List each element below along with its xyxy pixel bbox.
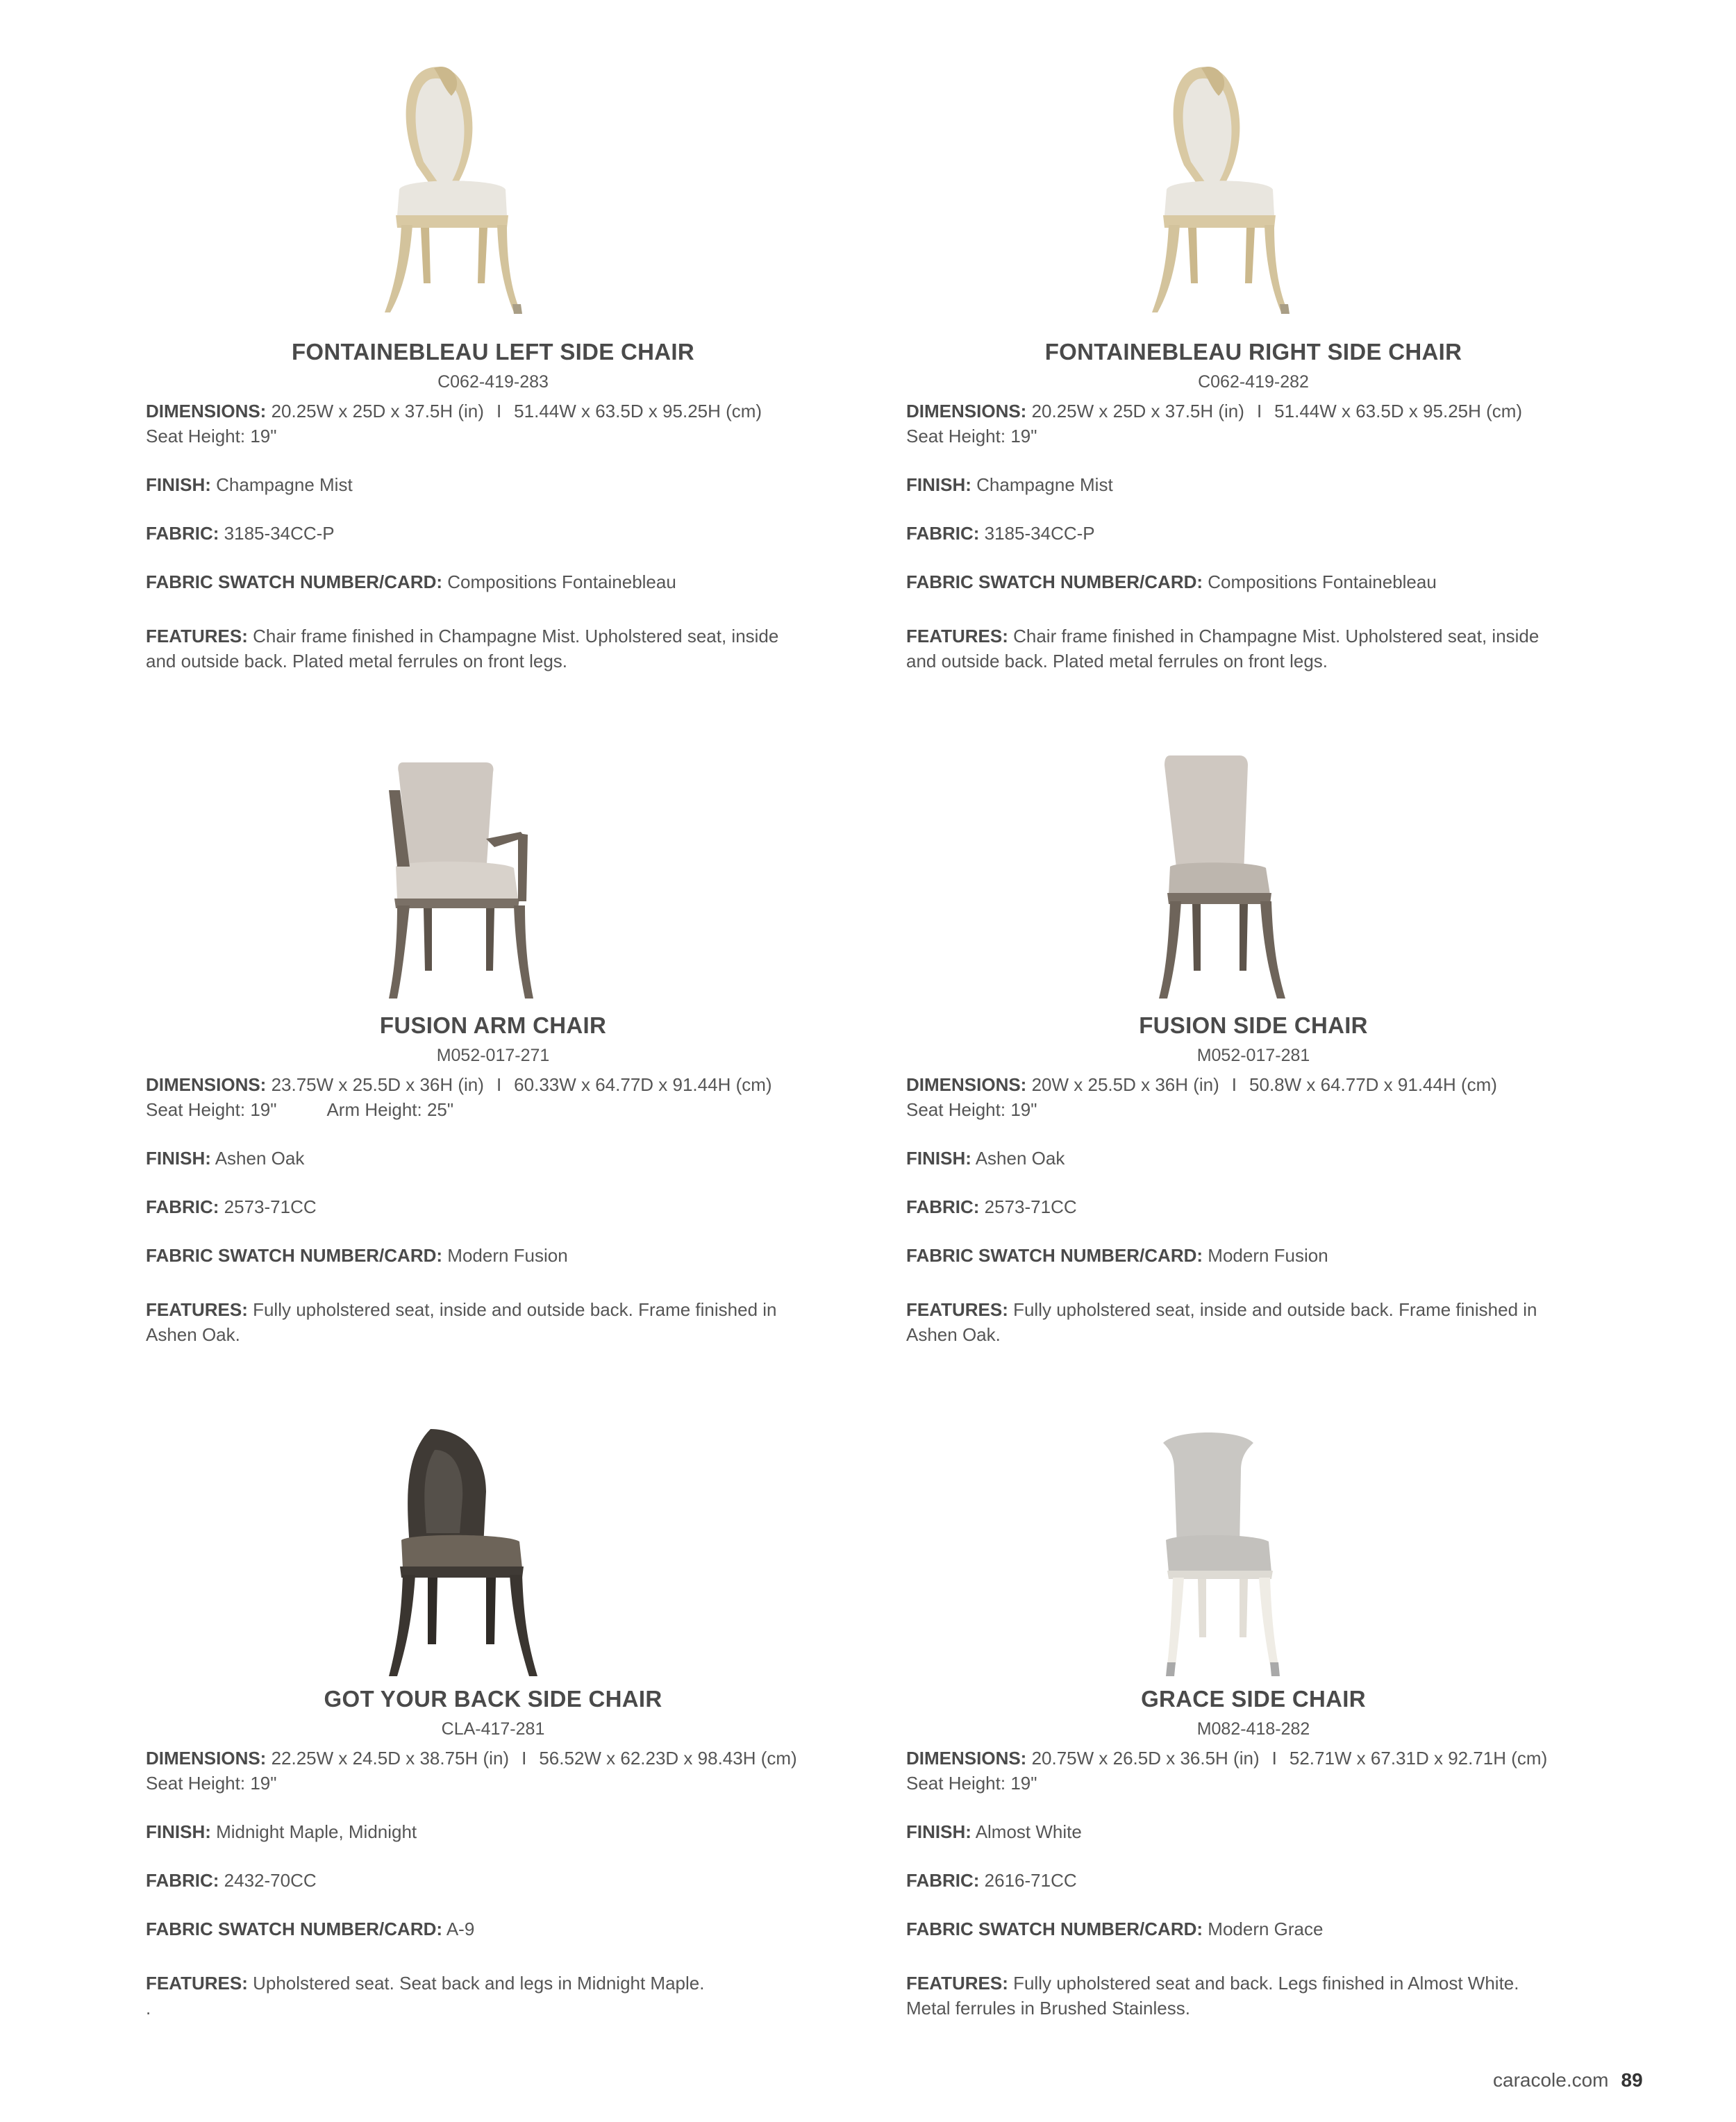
finish-label: FINISH:: [906, 474, 971, 495]
features-line-1: Chair frame finished in Champagne Mist. Upholstered seat, inside: [1013, 626, 1539, 646]
product-specs: [906, 1746, 1601, 2021]
seat-height: Seat Height: 19": [146, 1773, 277, 1794]
fabric-value: 2573-71CC: [224, 1196, 317, 1217]
finish-value: Almost White: [975, 1821, 1082, 1842]
dimensions-label: DIMENSIONS:: [146, 1748, 267, 1769]
dimensions-cm: 60.33W x 64.77D x 91.44H (cm): [514, 1074, 772, 1095]
fabric-label: FABRIC:: [906, 523, 980, 544]
product-name: GRACE SIDE CHAIR: [1141, 1686, 1366, 1712]
dimensions-separator: I: [521, 1748, 527, 1769]
product-photo: [146, 1408, 840, 1686]
swatch-value: A-9: [446, 1919, 475, 1939]
features-line-2: Ashen Oak.: [906, 1324, 1001, 1345]
product-sku: C062-419-282: [1198, 372, 1309, 392]
finish-value: Midnight Maple, Midnight: [216, 1821, 417, 1842]
seat-height: Seat Height: 19": [146, 1099, 277, 1120]
product-photo: [906, 1408, 1601, 1686]
features-label: FEATURES:: [906, 626, 1008, 646]
seat-height: Seat Height: 19": [906, 426, 1037, 446]
shield-back-side-chair-illustration: [146, 61, 840, 339]
features-label: FEATURES:: [906, 1299, 1008, 1320]
swatch-label: FABRIC SWATCH NUMBER/CARD:: [146, 571, 443, 592]
page-number: 89: [1621, 2069, 1643, 2091]
fabric-value: 3185-34CC-P: [984, 523, 1095, 544]
features-line-2: and outside back. Plated metal ferrules on front legs.: [906, 651, 1328, 671]
seat-height: Seat Height: 19": [906, 1099, 1037, 1120]
swatch-label: FABRIC SWATCH NUMBER/CARD:: [906, 1919, 1203, 1939]
page-footer: [1493, 2069, 1643, 2091]
dimensions-cm: 51.44W x 63.5D x 95.25H (cm): [1274, 401, 1523, 421]
product-specs: [906, 399, 1601, 674]
product-specs: [146, 399, 840, 674]
swatch-label: FABRIC SWATCH NUMBER/CARD:: [906, 571, 1203, 592]
swatch-value: Modern Fusion: [1208, 1245, 1328, 1266]
features-line-1: Chair frame finished in Champagne Mist. Upholstered seat, inside: [253, 626, 779, 646]
finish-value: Ashen Oak: [975, 1148, 1065, 1169]
finish-label: FINISH:: [906, 1821, 971, 1842]
finish-value: Champagne Mist: [216, 474, 353, 495]
fabric-label: FABRIC:: [146, 1870, 219, 1891]
features-line-2: Metal ferrules in Brushed Stainless.: [906, 1998, 1190, 2019]
dimensions-separator: I: [496, 401, 502, 421]
swatch-value: Compositions Fontainebleau: [447, 571, 676, 592]
finish-label: FINISH:: [146, 1148, 211, 1169]
features-line-1: Fully upholstered seat, inside and outside back. Frame finished in: [1013, 1299, 1537, 1320]
shield-back-side-chair-illustration: [906, 61, 1601, 339]
finish-label: FINISH:: [906, 1148, 971, 1169]
dimensions-cm: 52.71W x 67.31D x 92.71H (cm): [1289, 1748, 1548, 1769]
finish-value: Ashen Oak: [215, 1148, 305, 1169]
dimensions-separator: I: [496, 1074, 502, 1095]
finish-value: Champagne Mist: [976, 474, 1113, 495]
dimensions-in: 20.25W x 25D x 37.5H (in): [1031, 401, 1244, 421]
fabric-label: FABRIC:: [906, 1196, 980, 1217]
dimensions-in: 20W x 25.5D x 36H (in): [1031, 1074, 1219, 1095]
product-sku: M082-418-282: [1196, 1719, 1310, 1739]
swatch-value: Modern Grace: [1208, 1919, 1324, 1939]
finish-label: FINISH:: [146, 474, 211, 495]
features-line-1: Fully upholstered seat and back. Legs finished in Almost White.: [1013, 1973, 1519, 1994]
product-name: FONTAINEBLEAU RIGHT SIDE CHAIR: [1044, 339, 1462, 365]
product-photo: [146, 735, 840, 1012]
dimensions-label: DIMENSIONS:: [146, 1074, 267, 1095]
dimensions-cm: 51.44W x 63.5D x 95.25H (cm): [514, 401, 762, 421]
fabric-label: FABRIC:: [146, 523, 219, 544]
swatch-value: Compositions Fontainebleau: [1208, 571, 1437, 592]
swatch-value: Modern Fusion: [447, 1245, 568, 1266]
swatch-label: FABRIC SWATCH NUMBER/CARD:: [906, 1245, 1203, 1266]
features-label: FEATURES:: [146, 626, 248, 646]
fabric-value: 2573-71CC: [984, 1196, 1077, 1217]
fabric-label: FABRIC:: [146, 1196, 219, 1217]
features-label: FEATURES:: [906, 1973, 1008, 1994]
features-label: FEATURES:: [146, 1973, 248, 1994]
dimensions-label: DIMENSIONS:: [146, 401, 267, 421]
open-back-side-chair-illustration: [146, 1408, 840, 1686]
dimensions-in: 23.75W x 25.5D x 36H (in): [271, 1074, 484, 1095]
curved-back-side-chair-illustration: [906, 1408, 1601, 1686]
product-sku: M052-017-271: [436, 1046, 550, 1065]
product-name: FONTAINEBLEAU LEFT SIDE CHAIR: [291, 339, 695, 365]
dimensions-in: 20.75W x 26.5D x 36.5H (in): [1031, 1748, 1260, 1769]
features-line-2: .: [146, 1998, 151, 2019]
dimensions-separator: I: [1271, 1748, 1277, 1769]
product-photo: [906, 61, 1601, 339]
product-name: FUSION SIDE CHAIR: [1139, 1012, 1368, 1038]
seat-height: Seat Height: 19": [906, 1773, 1037, 1794]
fabric-label: FABRIC:: [906, 1870, 980, 1891]
footer-site: caracole.com: [1493, 2069, 1609, 2091]
arm-chair-illustration: [146, 735, 840, 1012]
dimensions-in: 22.25W x 24.5D x 38.75H (in): [271, 1748, 510, 1769]
dimensions-separator: I: [1231, 1074, 1237, 1095]
fabric-value: 3185-34CC-P: [224, 523, 335, 544]
swatch-label: FABRIC SWATCH NUMBER/CARD:: [146, 1245, 443, 1266]
fabric-value: 2616-71CC: [984, 1870, 1077, 1891]
features-line-2: Ashen Oak.: [146, 1324, 240, 1345]
upholstered-side-chair-illustration: [906, 735, 1601, 1012]
dimensions-cm: 56.52W x 62.23D x 98.43H (cm): [539, 1748, 797, 1769]
dimensions-label: DIMENSIONS:: [906, 401, 1027, 421]
seat-height: Seat Height: 19": [146, 426, 277, 446]
dimensions-cm: 50.8W x 64.77D x 91.44H (cm): [1249, 1074, 1497, 1095]
features-line-1: Fully upholstered seat, inside and outside back. Frame finished in: [253, 1299, 777, 1320]
product-name: FUSION ARM CHAIR: [379, 1012, 607, 1038]
finish-label: FINISH:: [146, 1821, 211, 1842]
product-photo: [906, 735, 1601, 1012]
fabric-value: 2432-70CC: [224, 1870, 317, 1891]
swatch-label: FABRIC SWATCH NUMBER/CARD:: [146, 1919, 443, 1939]
product-specs: [906, 1072, 1601, 1347]
features-line-1: Upholstered seat. Seat back and legs in Midnight Maple.: [253, 1973, 705, 1994]
product-name: GOT YOUR BACK SIDE CHAIR: [324, 1686, 662, 1712]
product-sku: M052-017-281: [1196, 1046, 1310, 1065]
features-line-2: and outside back. Plated metal ferrules on front legs.: [146, 651, 568, 671]
product-sku: C062-419-283: [437, 372, 549, 392]
dimensions-separator: I: [1256, 401, 1262, 421]
product-photo: [146, 61, 840, 339]
product-specs: [146, 1072, 840, 1347]
dimensions-label: DIMENSIONS:: [906, 1748, 1027, 1769]
product-specs: [146, 1746, 840, 2021]
dimensions-label: DIMENSIONS:: [906, 1074, 1027, 1095]
dimensions-in: 20.25W x 25D x 37.5H (in): [271, 401, 484, 421]
product-sku: CLA-417-281: [441, 1719, 545, 1739]
features-label: FEATURES:: [146, 1299, 248, 1320]
arm-height: Arm Height: 25": [326, 1099, 454, 1120]
